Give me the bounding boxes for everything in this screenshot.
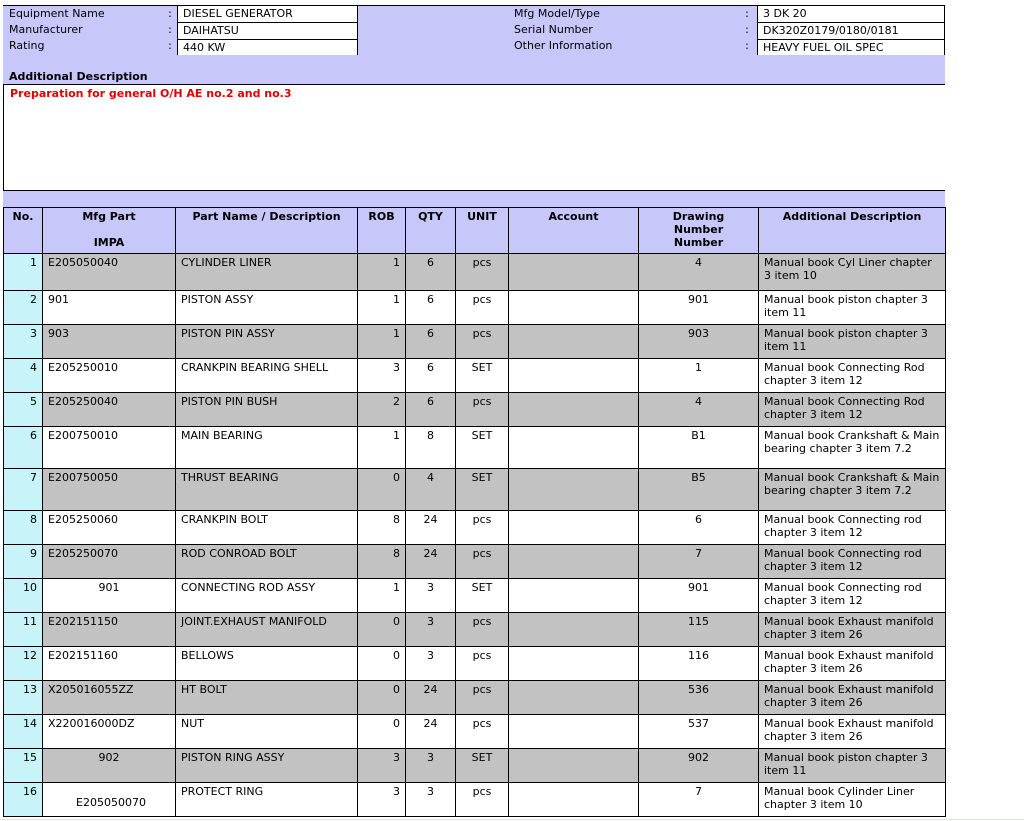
- account-cell: [509, 254, 639, 291]
- left-values: [177, 5, 358, 57]
- rob-cell: 1: [358, 291, 406, 325]
- mfg-part-cell: [43, 511, 176, 545]
- account-cell: [509, 579, 639, 613]
- unit-cell: pcs: [456, 783, 509, 817]
- additional-description-cell: Manual book Exhaust manifold chapter 3 item 26: [759, 681, 946, 715]
- additional-description-cell: Manual book Connecting rod chapter 3 item 12: [759, 579, 946, 613]
- qty-cell: 3: [406, 579, 456, 613]
- additional-description-cell: Manual book Cylinder Liner chapter 3 item 10: [759, 783, 946, 817]
- row-number: 5: [4, 393, 43, 427]
- col-drawing-line2: Number: [673, 223, 724, 236]
- additional-description-cell: Manual book Crankshaft & Main bearing chapter 3 item 7.2: [759, 427, 946, 469]
- equipment-name-label: Equipment Name: [9, 7, 105, 20]
- qty-cell: 24: [406, 715, 456, 749]
- col-qty: QTY: [406, 208, 456, 254]
- drawing-number-cell: 6: [639, 511, 759, 545]
- equipment-info: [3, 5, 945, 55]
- rob-cell: 3: [358, 783, 406, 817]
- unit-cell: pcs: [456, 715, 509, 749]
- row-number: 1: [4, 254, 43, 291]
- drawing-number-cell: 115: [639, 613, 759, 647]
- drawing-number-cell: 901: [639, 291, 759, 325]
- table-row: [4, 681, 946, 715]
- unit-cell: pcs: [456, 545, 509, 579]
- unit-cell: SET: [456, 427, 509, 469]
- mfg-part-cell: [43, 715, 176, 749]
- part-name-cell: ROD CONROAD BOLT: [176, 545, 358, 579]
- part-name-cell: MAIN BEARING: [176, 427, 358, 469]
- drawing-number-cell: 902: [639, 749, 759, 783]
- drawing-number-cell: 7: [639, 545, 759, 579]
- qty-cell: 24: [406, 511, 456, 545]
- mfg-part-cell: [43, 579, 176, 613]
- rating-value: 440 KW: [183, 41, 226, 54]
- row-number: 9: [4, 545, 43, 579]
- part-name-cell: PISTON RING ASSY: [176, 749, 358, 783]
- mfg-part-cell: [43, 291, 176, 325]
- mfg-part-cell: [43, 427, 176, 469]
- additional-description-cell: Manual book Exhaust manifold chapter 3 item 26: [759, 647, 946, 681]
- row-number: 8: [4, 511, 43, 545]
- rob-cell: 3: [358, 749, 406, 783]
- mfg-part-value: E205250010: [48, 361, 118, 374]
- col-drawing-line3: Number: [673, 236, 724, 249]
- qty-cell: 3: [406, 613, 456, 647]
- qty-cell: 3: [406, 783, 456, 817]
- mfg-part-value: E200750050: [48, 471, 118, 484]
- drawing-number-cell: 4: [639, 254, 759, 291]
- additional-description-cell: Manual book Cyl Liner chapter 3 item 10: [759, 254, 946, 291]
- drawing-number-cell: B1: [639, 427, 759, 469]
- part-name-cell: THRUST BEARING: [176, 469, 358, 511]
- rob-cell: 1: [358, 254, 406, 291]
- manufacturer-value: DAIHATSU: [178, 23, 357, 40]
- row-number: 10: [4, 579, 43, 613]
- drawing-number-cell: 901: [639, 579, 759, 613]
- additional-description-cell: Manual book Connecting Rod chapter 3 item 12: [759, 393, 946, 427]
- col-drawing-line1: Drawing: [672, 210, 725, 223]
- additional-description-cell: Manual book piston chapter 3 item 11: [759, 749, 946, 783]
- drawing-number-cell: 903: [639, 325, 759, 359]
- mfg-part-value: E205250040: [48, 395, 118, 408]
- table-row: [4, 647, 946, 681]
- qty-cell: 6: [406, 291, 456, 325]
- qty-cell: 24: [406, 545, 456, 579]
- part-name-cell: CYLINDER LINER: [176, 254, 358, 291]
- mfg-model-value: 3 DK 20: [758, 6, 944, 23]
- requisition-page: [3, 5, 945, 817]
- row-number: 13: [4, 681, 43, 715]
- mfg-part-value: E202151160: [48, 649, 118, 662]
- qty-cell: 24: [406, 681, 456, 715]
- drawing-number-cell: 4: [639, 393, 759, 427]
- rating-label: Rating: [9, 39, 45, 52]
- mfg-part-value: E205250070: [48, 547, 118, 560]
- qty-cell: 6: [406, 393, 456, 427]
- account-cell: [509, 647, 639, 681]
- col-unit: UNIT: [456, 208, 509, 254]
- table-row: [4, 254, 946, 291]
- mfg-part-value: E205050040: [48, 256, 118, 269]
- row-number: 16: [4, 783, 43, 817]
- part-name-cell: CRANKPIN BOLT: [176, 511, 358, 545]
- mfg-part-value: 903: [48, 327, 69, 340]
- unit-cell: SET: [456, 749, 509, 783]
- table-row: [4, 511, 946, 545]
- account-cell: [509, 749, 639, 783]
- account-cell: [509, 681, 639, 715]
- mfg-part-cell: [43, 647, 176, 681]
- account-cell: [509, 359, 639, 393]
- rob-cell: 8: [358, 511, 406, 545]
- right-labels: Mfg Model/Type : Serial Number : Other Information :: [358, 5, 757, 57]
- rob-cell: 1: [358, 427, 406, 469]
- mfg-part-cell: [43, 254, 176, 291]
- unit-cell: pcs: [456, 291, 509, 325]
- additional-description-cell: Manual book Connecting rod chapter 3 item 12: [759, 545, 946, 579]
- qty-cell: 6: [406, 254, 456, 291]
- mfg-part-value: 902: [98, 751, 120, 764]
- additional-description-cell: Manual book Exhaust manifold chapter 3 item 26: [759, 613, 946, 647]
- right-values: [757, 5, 945, 57]
- rob-cell: 0: [358, 681, 406, 715]
- part-name-cell: CRANKPIN BEARING SHELL: [176, 359, 358, 393]
- account-cell: [509, 325, 639, 359]
- part-name-cell: CONNECTING ROD ASSY: [176, 579, 358, 613]
- row-number: 12: [4, 647, 43, 681]
- qty-cell: 6: [406, 359, 456, 393]
- unit-cell: pcs: [456, 613, 509, 647]
- account-cell: [509, 393, 639, 427]
- qty-cell: 8: [406, 427, 456, 469]
- table-row: [4, 783, 946, 817]
- serial-number-label: Serial Number: [514, 23, 593, 36]
- col-no: No.: [4, 208, 43, 254]
- mfg-part-value: 901: [98, 581, 120, 594]
- mfg-part-value: X220016000DZ: [48, 717, 135, 730]
- unit-cell: SET: [456, 579, 509, 613]
- additional-description-cell: Manual book Exhaust manifold chapter 3 item 26: [759, 715, 946, 749]
- additional-description-heading: Additional Description: [9, 70, 148, 83]
- col-mfg-part: [43, 208, 176, 254]
- additional-description-cell: Manual book Crankshaft & Main bearing chapter 3 item 7.2: [759, 469, 946, 511]
- table-row: [4, 715, 946, 749]
- additional-description-body: [3, 85, 945, 191]
- account-cell: [509, 783, 639, 817]
- page-bottom-divider: [0, 819, 1024, 820]
- table-row: [4, 291, 946, 325]
- parts-table: [3, 207, 946, 817]
- unit-cell: pcs: [456, 647, 509, 681]
- table-row: [4, 359, 946, 393]
- row-number: 6: [4, 427, 43, 469]
- account-cell: [509, 613, 639, 647]
- rob-cell: 0: [358, 469, 406, 511]
- drawing-number-cell: 7: [639, 783, 759, 817]
- mfg-part-value: E200750010: [48, 429, 118, 442]
- mfg-part-cell: [43, 613, 176, 647]
- qty-cell: 3: [406, 647, 456, 681]
- col-account: Account: [509, 208, 639, 254]
- mfg-part-cell: [43, 783, 176, 817]
- mfg-part-cell: [43, 359, 176, 393]
- account-cell: [509, 291, 639, 325]
- serial-number-value: DK320Z0179/0180/0181: [758, 23, 944, 40]
- part-name-cell: PISTON ASSY: [176, 291, 358, 325]
- col-impa-label: IMPA: [93, 236, 125, 249]
- table-row: [4, 749, 946, 783]
- drawing-number-cell: 536: [639, 681, 759, 715]
- row-number: 14: [4, 715, 43, 749]
- table-header-row: [4, 208, 946, 254]
- section-divider: [3, 191, 945, 207]
- col-additional-description: Additional Description: [759, 208, 946, 254]
- rob-cell: 1: [358, 325, 406, 359]
- mfg-model-label: Mfg Model/Type: [514, 7, 600, 20]
- unit-cell: pcs: [456, 511, 509, 545]
- other-info-label: Other Information: [514, 39, 613, 52]
- mfg-part-value: E202151150: [48, 615, 118, 628]
- rob-cell: 2: [358, 393, 406, 427]
- drawing-number-cell: 116: [639, 647, 759, 681]
- table-row: [4, 427, 946, 469]
- row-number: 11: [4, 613, 43, 647]
- table-row: [4, 613, 946, 647]
- unit-cell: SET: [456, 359, 509, 393]
- additional-description-cell: Manual book Connecting rod chapter 3 item 12: [759, 511, 946, 545]
- col-part-name: Part Name / Description: [176, 208, 358, 254]
- rob-cell: 1: [358, 579, 406, 613]
- col-drawing-number: [639, 208, 759, 254]
- table-row: [4, 469, 946, 511]
- mfg-part-cell: [43, 469, 176, 511]
- row-number: 7: [4, 469, 43, 511]
- part-name-cell: JOINT.EXHAUST MANIFOLD: [176, 613, 358, 647]
- drawing-number-cell: 1: [639, 359, 759, 393]
- account-cell: [509, 545, 639, 579]
- rob-cell: 0: [358, 647, 406, 681]
- mfg-part-value: X205016055ZZ: [48, 683, 134, 696]
- mfg-part-value: E205050070: [76, 796, 146, 809]
- left-labels: Equipment Name : Manufacturer : Rating :: [3, 5, 177, 57]
- mfg-part-cell: [43, 393, 176, 427]
- equipment-name-value: DIESEL GENERATOR: [178, 6, 357, 23]
- mfg-part-cell: [43, 749, 176, 783]
- table-row: [4, 325, 946, 359]
- account-cell: [509, 715, 639, 749]
- additional-description-cell: Manual book Connecting Rod chapter 3 item 12: [759, 359, 946, 393]
- other-info-value: HEAVY FUEL OIL SPEC: [763, 41, 884, 54]
- table-row: [4, 393, 946, 427]
- part-name-cell: PISTON PIN ASSY: [176, 325, 358, 359]
- part-name-cell: HT BOLT: [176, 681, 358, 715]
- row-number: 15: [4, 749, 43, 783]
- mfg-part-value: 901: [48, 293, 69, 306]
- manufacturer-label: Manufacturer: [9, 23, 83, 36]
- unit-cell: pcs: [456, 393, 509, 427]
- row-number: 2: [4, 291, 43, 325]
- mfg-part-cell: [43, 545, 176, 579]
- additional-description-cell: Manual book piston chapter 3 item 11: [759, 291, 946, 325]
- additional-description-text: Preparation for general O/H AE no.2 and no.3: [10, 87, 292, 100]
- rob-cell: 0: [358, 715, 406, 749]
- mfg-part-cell: [43, 681, 176, 715]
- parts-table-body: [4, 254, 946, 817]
- rob-cell: 3: [358, 359, 406, 393]
- mfg-part-value: E205250060: [48, 513, 118, 526]
- unit-cell: pcs: [456, 325, 509, 359]
- account-cell: [509, 469, 639, 511]
- table-row: [4, 579, 946, 613]
- col-rob: ROB: [358, 208, 406, 254]
- drawing-number-cell: B5: [639, 469, 759, 511]
- account-cell: [509, 427, 639, 469]
- additional-description-header: [3, 55, 945, 85]
- part-name-cell: PROTECT RING: [176, 783, 358, 817]
- table-row: [4, 545, 946, 579]
- qty-cell: 3: [406, 749, 456, 783]
- drawing-number-cell: 537: [639, 715, 759, 749]
- rob-cell: 0: [358, 613, 406, 647]
- qty-cell: 6: [406, 325, 456, 359]
- additional-description-cell: Manual book piston chapter 3 item 11: [759, 325, 946, 359]
- col-mfg-part-label: Mfg Part: [82, 210, 136, 223]
- part-name-cell: NUT: [176, 715, 358, 749]
- qty-cell: 4: [406, 469, 456, 511]
- part-name-cell: PISTON PIN BUSH: [176, 393, 358, 427]
- row-number: 4: [4, 359, 43, 393]
- part-name-cell: BELLOWS: [176, 647, 358, 681]
- unit-cell: pcs: [456, 681, 509, 715]
- unit-cell: SET: [456, 469, 509, 511]
- rob-cell: 8: [358, 545, 406, 579]
- unit-cell: pcs: [456, 254, 509, 291]
- mfg-part-cell: [43, 325, 176, 359]
- row-number: 3: [4, 325, 43, 359]
- account-cell: [509, 511, 639, 545]
